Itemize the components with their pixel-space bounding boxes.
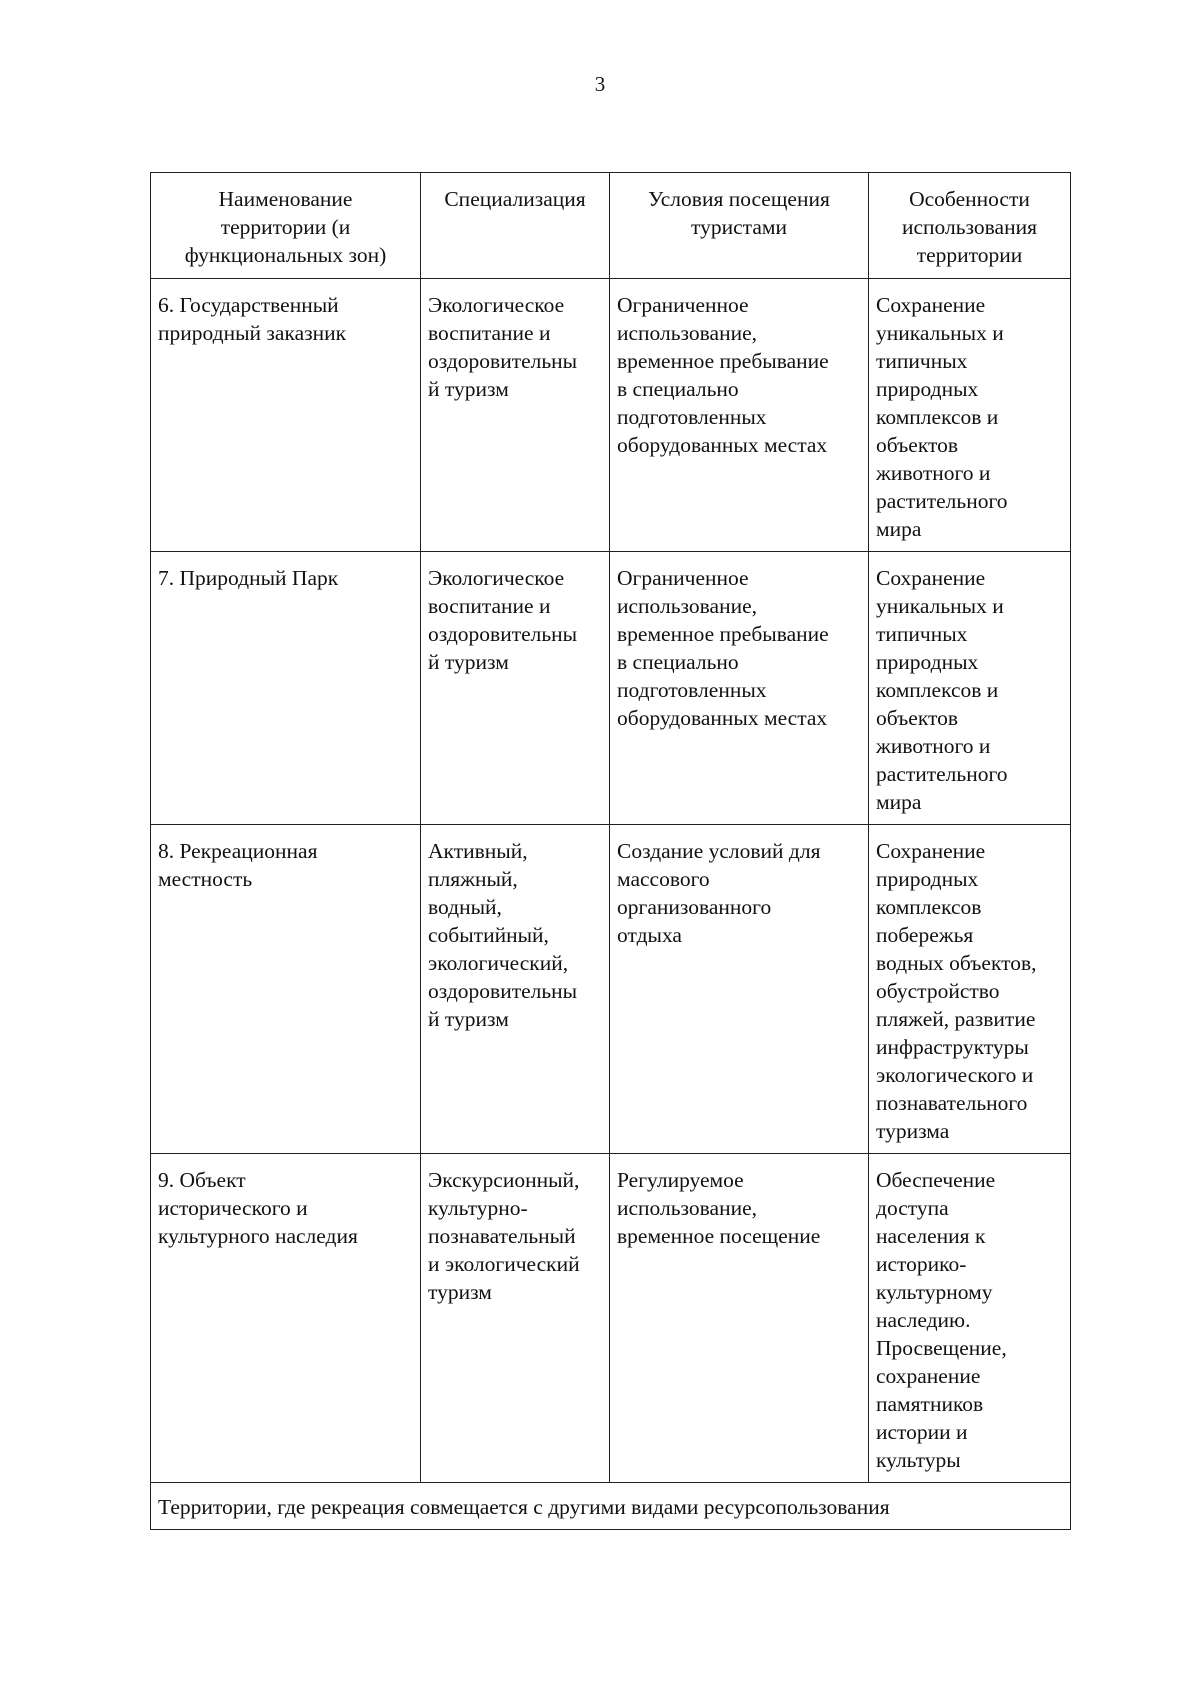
header-visit-conditions: Условия посещения туристами bbox=[610, 173, 869, 279]
cell-territory-name: 8. Рекреационная местность bbox=[151, 825, 421, 1154]
cell-territory-name: 7. Природный Парк bbox=[151, 552, 421, 825]
cell-visit-conditions: Создание условий для массового организованного отдыха bbox=[610, 825, 869, 1154]
table-header-row bbox=[151, 173, 1071, 279]
cell-territory-name: 9. Объект исторического и культурного наследия bbox=[151, 1154, 421, 1483]
page-number: 3 bbox=[594, 72, 606, 96]
cell-visit-conditions: Ограниченное использование, временное пребывание в специально подготовленных оборудованных местах bbox=[610, 552, 869, 825]
cell-usage-features: Сохранение уникальных и типичных природных комплексов и объектов животного и растительного мира bbox=[869, 279, 1071, 552]
table-row bbox=[151, 552, 1071, 825]
territory-table bbox=[150, 172, 1071, 1530]
section-caption: Территории, где рекреация совмещается с другими видами ресурсопользования bbox=[151, 1483, 1071, 1530]
cell-visit-conditions: Регулируемое использование, временное посещение bbox=[610, 1154, 869, 1483]
header-specialization: Специализация bbox=[421, 173, 610, 279]
cell-usage-features: Сохранение уникальных и типичных природных комплексов и объектов животного и растительного мира bbox=[869, 552, 1071, 825]
cell-specialization: Экологическое воспитание и оздоровительны й туризм bbox=[421, 279, 610, 552]
cell-usage-features: Сохранение природных комплексов побережья водных объектов, обустройство пляжей, развитие инфраструктуры экологического и познавательного туризма bbox=[869, 825, 1071, 1154]
cell-visit-conditions: Ограниченное использование, временное пребывание в специально подготовленных оборудованных местах bbox=[610, 279, 869, 552]
table-footer-row bbox=[151, 1483, 1071, 1530]
table-row bbox=[151, 1154, 1071, 1483]
cell-usage-features: Обеспечение доступа населения к историко- культурному наследию. Просвещение, сохранение памятников истории и культуры bbox=[869, 1154, 1071, 1483]
header-usage-features: Особенности использования территории bbox=[869, 173, 1071, 279]
table-row bbox=[151, 825, 1071, 1154]
table-row bbox=[151, 279, 1071, 552]
cell-specialization: Экскурсионный, культурно- познавательный и экологический туризм bbox=[421, 1154, 610, 1483]
cell-specialization: Экологическое воспитание и оздоровительны й туризм bbox=[421, 552, 610, 825]
cell-territory-name: 6. Государственный природный заказник bbox=[151, 279, 421, 552]
cell-specialization: Активный, пляжный, водный, событийный, экологический, оздоровительны й туризм bbox=[421, 825, 610, 1154]
header-territory-name: Наименование территории (и функциональных зон) bbox=[151, 173, 421, 279]
